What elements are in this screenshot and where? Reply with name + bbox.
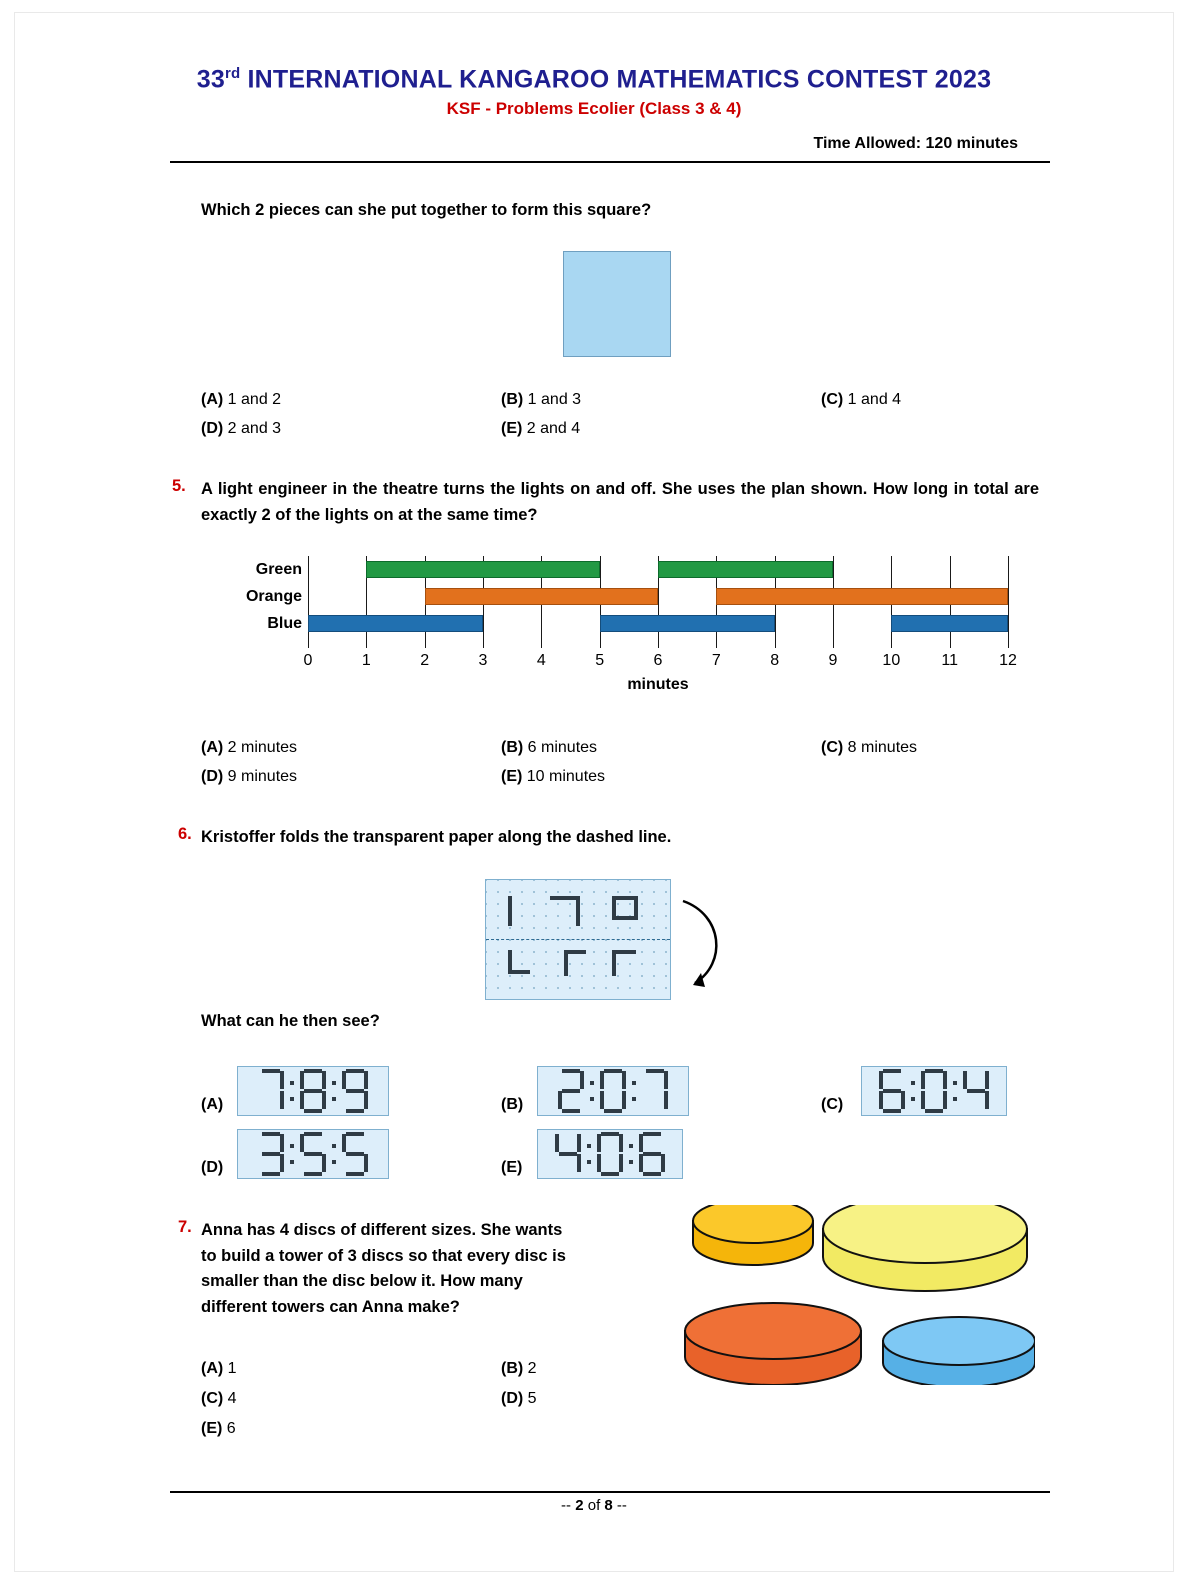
q4-option-e [501,420,580,438]
q4-option-c-text: 1 and 4 [847,391,902,408]
chart-bar-blue-3 [891,615,1008,632]
seven-segment-digit [597,1132,623,1176]
seven-segment-digit [921,1069,947,1113]
chart-category-labels [230,556,302,637]
footer-total: 8 [604,1497,613,1514]
chart-bar-green-2 [658,561,833,578]
chart-tick-4: 4 [536,652,546,669]
q5-option-e-key: (E) [501,768,523,785]
q4-option-c [821,391,901,409]
q4-option-e-text: 2 and 4 [526,420,581,437]
q4-prompt: Which 2 pieces can she put together to form this square? [201,201,652,219]
q4-option-a-text: 1 and 2 [227,391,282,408]
q5-option-b [501,739,597,757]
q6-option-b-key [501,1096,523,1114]
q4-option-b-text: 1 and 3 [527,391,582,408]
q6-option-e-key [501,1159,522,1177]
q6-option-a-display [237,1066,389,1116]
footer-suffix: -- [612,1497,627,1514]
q4-option-a [201,391,281,409]
contest-title-prefix: 33 [196,65,225,94]
chart-tick-9: 9 [828,652,838,669]
seven-segment-digit [300,1132,326,1176]
q6-option-e-key-text: (E) [501,1159,523,1176]
q5-prompt [201,477,1039,528]
q7-option-d-text: 5 [527,1390,537,1407]
chart-tick-12: 12 [999,652,1017,669]
contest-title [15,65,1173,94]
q7-option-d-key: (D) [501,1390,524,1407]
q4-option-b [501,391,581,409]
q5-option-a [201,739,297,757]
q7-option-a-key: (A) [201,1360,224,1377]
seven-segment-colon [330,1069,338,1113]
q7-option-c [201,1390,237,1408]
chart-tick-7: 7 [711,652,721,669]
q6-option-c-display [861,1066,1007,1116]
q6-option-a-key-text: (A) [201,1096,224,1113]
chart-label-green: Green [255,561,302,578]
chart-bar-blue-1 [308,615,483,632]
q5-option-d [201,768,297,786]
q5-option-c-key: (C) [821,739,844,756]
q5-prompt-line1: A light engineer in the theatre turns the lights on and off. She uses the plan shown. [201,480,868,498]
paper-seg-top-1 [508,896,512,926]
disc-blue [883,1317,1035,1385]
chart-bar-blue-2 [600,615,775,632]
q4-option-e-key: (E) [501,420,523,437]
chart-bar-orange-1 [425,588,658,605]
q5-chart [230,556,1017,716]
footer-page: 2 [575,1497,584,1514]
seven-segment-digit [342,1132,368,1176]
q5-prompt-line2: How long in total are exactly 2 of the lights on at the same time? [201,480,1039,524]
paper-seg-top-3 [576,896,580,926]
q4-option-c-key: (C) [821,391,844,408]
q7-option-b [501,1360,537,1378]
chart-tick-2: 2 [420,652,430,669]
header-divider [170,161,1050,163]
q5-option-c-text: 8 minutes [847,739,918,756]
chart-x-axis-ticks [303,652,1017,674]
q4-option-a-key: (A) [201,391,224,408]
q4-option-d-text: 2 and 3 [227,420,282,437]
q6-option-d-key [201,1159,223,1177]
disc-yellow-small [693,1205,813,1265]
q7-number: 7. [178,1218,192,1236]
page-footer [15,1497,1173,1514]
q7-prompt-line1: Anna has 4 discs of different sizes. She wants [201,1221,563,1239]
q7-option-e [201,1420,236,1438]
chart-bar-orange-2 [716,588,1008,605]
q6-number: 6. [178,825,192,843]
q6-option-d-key-text: (D) [201,1159,224,1176]
q7-option-a-text: 1 [227,1360,237,1377]
page-header [15,65,1173,119]
footer-prefix: -- [561,1497,576,1514]
paper-seg-bottom-4 [564,950,568,976]
q6-option-d-display [237,1129,389,1179]
q6-option-b-key-text: (B) [501,1096,524,1113]
seven-segment-digit [555,1132,581,1176]
chart-tick-0: 0 [303,652,313,669]
q6-option-a-key [201,1096,223,1114]
disc-orange [685,1303,861,1385]
footer-divider [170,1491,1050,1493]
q5-option-b-key: (B) [501,739,524,756]
seven-segment-digit [639,1132,665,1176]
seven-segment-colon [909,1069,917,1113]
q4-option-d-key: (D) [201,420,224,437]
q7-option-b-key: (B) [501,1360,524,1377]
seven-segment-colon [288,1132,296,1176]
q5-option-c [821,739,917,757]
chart-gridline [1008,556,1009,648]
chart-tick-10: 10 [882,652,901,669]
paper-seg-bottom-2 [508,970,530,974]
q4-square-figure [563,251,671,357]
seven-segment-colon [951,1069,959,1113]
seven-segment-digit [558,1069,584,1113]
q5-option-d-text: 9 minutes [227,768,298,785]
q4-option-d [201,420,281,438]
q5-option-b-text: 6 minutes [527,739,598,756]
chart-x-axis-title: minutes [627,676,689,693]
seven-segment-digit [642,1069,668,1113]
q4-option-b-key: (B) [501,391,524,408]
q7-option-e-text: 6 [226,1420,236,1437]
chart-bar-green-1 [366,561,599,578]
seven-segment-digit [258,1132,284,1176]
q7-option-e-key: (E) [201,1420,223,1437]
chart-tick-3: 3 [478,652,488,669]
q7-option-c-text: 4 [227,1390,237,1407]
q6-option-c-key-text: (C) [821,1096,844,1113]
contest-title-main: INTERNATIONAL KANGAROO MATHEMATICS CONTEST 2023 [240,65,992,94]
q5-option-e [501,768,605,786]
seven-segment-colon [630,1069,638,1113]
q5-number: 5. [172,477,186,495]
q7-option-b-text: 2 [527,1360,537,1377]
chart-tick-6: 6 [653,652,663,669]
q7-discs-figure [675,1205,1035,1385]
paper-seg-top-7 [612,916,638,920]
chart-tick-11: 11 [941,652,958,669]
disc-yellow-large [823,1205,1027,1291]
seven-segment-digit [342,1069,368,1113]
q7-prompt [201,1218,671,1320]
footer-mid: of [583,1497,605,1514]
q7-option-a [201,1360,237,1378]
seven-segment-colon [588,1069,596,1113]
seven-segment-digit [879,1069,905,1113]
q5-option-a-key: (A) [201,739,224,756]
q7-option-c-key: (C) [201,1390,224,1407]
page-sheet [14,12,1174,1572]
q6-option-c-key [821,1096,843,1114]
chart-tick-5: 5 [595,652,605,669]
seven-segment-digit [300,1069,326,1113]
q6-option-e-display [537,1129,683,1179]
time-allowed: Time Allowed: 120 minutes [813,135,1018,152]
q5-option-d-key: (D) [201,768,224,785]
seven-segment-colon [627,1132,635,1176]
contest-title-sup: rd [224,65,241,82]
q7-prompt-line4: different towers can Anna make? [201,1297,460,1316]
contest-subtitle: KSF - Problems Ecolier (Class 3 & 4) [446,99,742,119]
chart-tick-8: 8 [770,652,780,669]
q7-option-d [501,1390,537,1408]
paper-seg-bottom-6 [612,950,616,976]
q5-option-e-text: 10 minutes [526,768,606,785]
chart-tick-1: 1 [361,652,371,669]
chart-label-blue: Blue [267,615,302,632]
q6-question: What can he then see? [201,1012,380,1030]
q6-prompt: Kristoffer folds the transparent paper along the dashed line. [201,828,672,846]
seven-segment-digit [963,1069,989,1113]
chart-label-orange: Orange [245,588,302,605]
q7-prompt-line2: to build a tower of 3 discs so that every disc is [201,1246,566,1265]
q7-prompt-line3: smaller than the disc below it. How many [201,1272,523,1291]
paper-fold-dashed-line [486,939,670,940]
seven-segment-digit [600,1069,626,1113]
seven-segment-colon [288,1069,296,1113]
seven-segment-colon [585,1132,593,1176]
seven-segment-digit [258,1069,284,1113]
q6-option-b-display [537,1066,689,1116]
q5-option-a-text: 2 minutes [227,739,298,756]
seven-segment-colon [330,1132,338,1176]
q6-folded-paper-figure [485,879,671,1000]
chart-plot-area [308,556,1008,648]
fold-arrow-icon [677,893,733,993]
chart-gridline [308,556,309,648]
